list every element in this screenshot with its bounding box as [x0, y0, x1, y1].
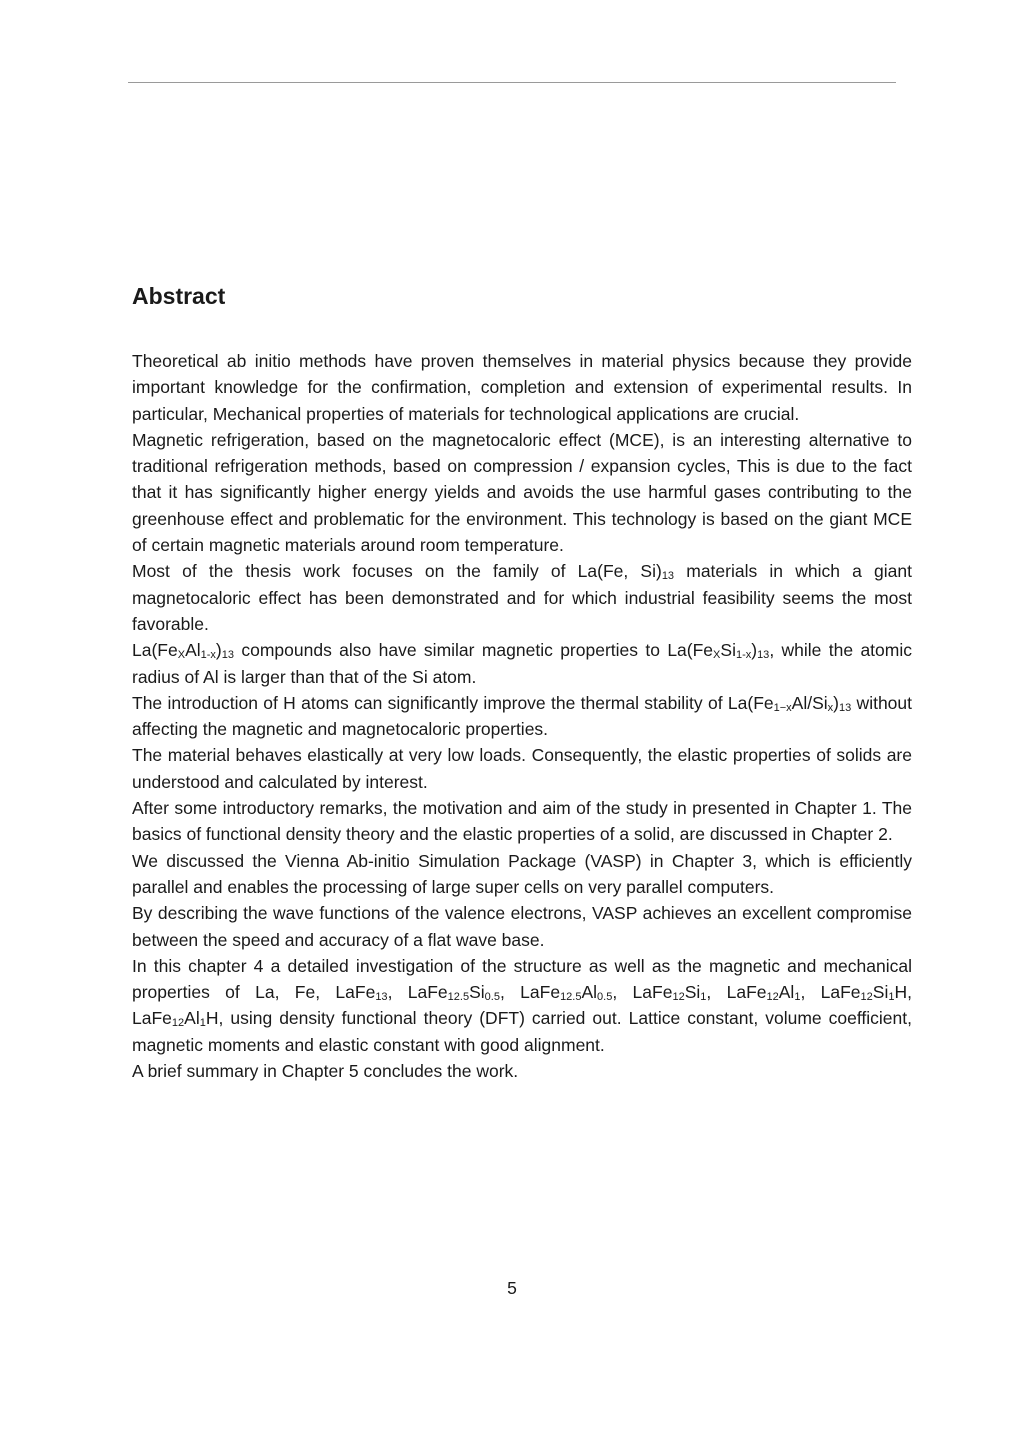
subscript: 1-x: [200, 649, 216, 662]
subscript: 13: [661, 570, 675, 583]
subscript: 1: [199, 1017, 206, 1030]
subscript: 12: [860, 991, 873, 1004]
text-run: Most of the thesis work focuses on the family of La(Fe, Si): [132, 561, 662, 582]
abstract-paragraph: [132, 1058, 912, 1084]
abstract-paragraph: [132, 558, 912, 637]
abstract-paragraph: [132, 953, 912, 1058]
text-run: By describing the wave functions of the valence electrons, VASP achieves an excellent compromise between the speed and accuracy of a flat wave base.: [132, 903, 912, 950]
text-run: , while the atomic radius of Al is larger than that of the Si atom.: [132, 640, 912, 687]
text-run: , LaFe: [499, 982, 561, 1003]
text-run: Al: [778, 982, 795, 1003]
subscript: 1: [794, 991, 801, 1004]
subscript: 12.5: [447, 991, 470, 1004]
subscript: 1−x: [773, 701, 792, 714]
text-run: H, LaFe: [132, 982, 912, 1029]
text-run: In this chapter 4 a detailed investigation of the structure as well as the magnetic and mechanical properties of La, Fe, LaFe: [132, 955, 912, 1003]
text-run: , LaFe: [387, 982, 448, 1003]
abstract-paragraph: [132, 427, 912, 558]
subscript: 12: [171, 1017, 185, 1030]
text-run: ): [215, 640, 222, 661]
text-run: , LaFe: [612, 982, 673, 1003]
subscript: x: [827, 701, 834, 714]
text-run: La(Fe: [132, 640, 178, 661]
subscript: 1: [888, 991, 895, 1004]
subscript: 12: [672, 991, 685, 1004]
text-run: Al/Si: [791, 692, 828, 713]
text-run: without affecting the magnetic and magnetocaloric properties.: [132, 692, 913, 740]
text-run: Al: [581, 982, 598, 1003]
abstract-paragraph: [132, 637, 912, 690]
text-run: Si: [684, 982, 701, 1003]
subscript: 13: [221, 649, 234, 662]
text-run: Theoretical ab initio methods have proven themselves in material physics because they provide important knowledge for the confirmation, completion and extension of experimental results. In particular, Mechanical properties of materials for technological applications are crucial.: [132, 351, 912, 424]
abstract-paragraph: [132, 690, 912, 743]
subscript: 12: [766, 991, 779, 1004]
text-run: The material behaves elastically at very low loads. Consequently, the elastic properties of solids are understood and calculated by interest.: [132, 745, 912, 792]
text-run: ): [751, 640, 758, 661]
text-run: Si: [469, 982, 485, 1003]
text-run: Si: [872, 982, 889, 1003]
text-run: We discussed the Vienna Ab-initio Simulation Package (VASP) in Chapter 3, which is efficiently parallel and enables the processing of large super cells on very parallel computers.: [132, 850, 912, 897]
subscript: 13: [757, 649, 770, 662]
text-run: Si: [720, 640, 736, 661]
text-run: Al: [184, 1008, 200, 1029]
abstract-body: [132, 348, 912, 1084]
subscript: X: [177, 649, 186, 662]
abstract-paragraph: [132, 742, 912, 795]
page-number: 5: [507, 1278, 517, 1298]
section-heading: Abstract: [132, 283, 226, 309]
subscript: 13: [375, 991, 388, 1004]
abstract-paragraph: [132, 348, 912, 427]
text-run: , LaFe: [800, 982, 861, 1003]
text-run: The introduction of H atoms can significantly improve the thermal stability of La(Fe: [132, 692, 774, 713]
text-run: After some introductory remarks, the motivation and aim of the study in presented in Chapter 1. The basics of functional density theory and the elastic properties of a solid, are discussed in Chapter 2.: [132, 798, 912, 845]
text-run: Magnetic refrigeration, based on the magnetocaloric effect (MCE), is an interesting alternative to traditional refrigeration methods, based on compression / expansion cycles, This is due to the fact that it has significantly higher energy yields and avoids the use harmful gases contributing to the greenhouse effect and problematic for the environment. This technology is based on the giant MCE of certain magnetic materials around room temperature.: [132, 429, 912, 556]
text-run: compounds also have similar magnetic properties to La(Fe: [233, 640, 714, 661]
subscript: X: [713, 649, 721, 662]
subscript: 0.5: [597, 991, 613, 1004]
subscript: 1-x: [735, 649, 752, 662]
text-run: H, using density functional theory (DFT) carried out. Lattice constant, volume coefficient, magnetic moments and elastic constant with good alignment.: [132, 1008, 912, 1055]
subscript: 0.5: [484, 991, 500, 1004]
text-run: materials in which a giant magnetocaloric effect has been demonstrated and for which industrial feasibility seems the most favorable.: [132, 561, 912, 634]
abstract-paragraph: [132, 795, 912, 848]
abstract-paragraph: [132, 848, 912, 901]
text-run: ): [833, 692, 839, 713]
text-run: A brief summary in Chapter 5 concludes the work.: [132, 1061, 519, 1082]
text-run: Al: [185, 640, 201, 661]
header-rule: [128, 82, 896, 83]
subscript: 13: [838, 701, 852, 714]
subscript: 12.5: [560, 991, 582, 1004]
subscript: 1: [700, 991, 707, 1004]
abstract-paragraph: [132, 900, 912, 953]
text-run: , LaFe: [706, 982, 767, 1003]
